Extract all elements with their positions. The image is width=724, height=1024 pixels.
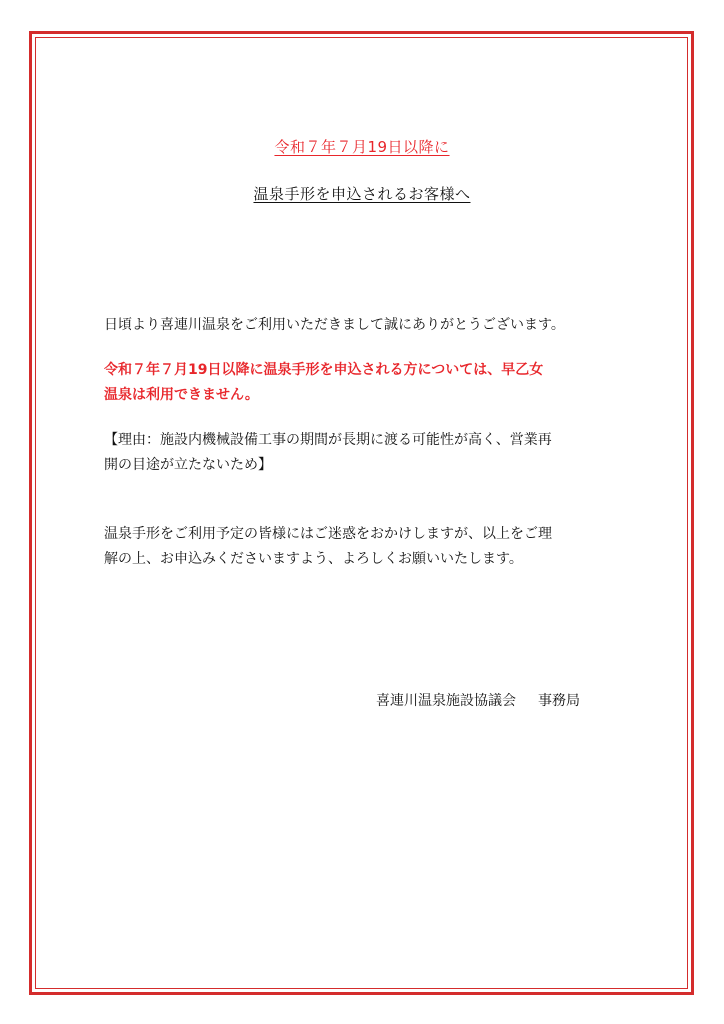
- document-border-inner: [35, 37, 688, 989]
- closing-line: 解の上、お申込みくださいますよう、よろしくお願いいたします。: [104, 551, 523, 567]
- closing-paragraph: [104, 522, 634, 572]
- notice-line: 令和７年７月19日以降に温泉手形を申込される方については、早乙女: [104, 362, 544, 378]
- reason-line: 開の目途が立たないため】: [104, 457, 272, 473]
- notice-title-audience-text: 温泉手形を申込されるお客様へ: [253, 185, 471, 203]
- greeting-text: 日頃より喜連川温泉をご利用いただきまして誠にありがとうございます。: [104, 317, 565, 333]
- notice-line: 温泉は利用できません。: [104, 387, 259, 403]
- notice-paragraph: [104, 358, 634, 408]
- reason-line: 【理由：施設内機械設備工事の期間が長期に渡る可能性が高く、営業再: [104, 432, 552, 448]
- signature-block: [376, 690, 580, 710]
- notice-title-date-text: 令和７年７月19日以降に: [274, 138, 450, 156]
- greeting-paragraph: [104, 313, 634, 338]
- signature-organization: 喜連川温泉施設協議会: [376, 693, 516, 709]
- notice-title-audience: [0, 183, 724, 204]
- notice-title-date: [0, 136, 724, 157]
- closing-line: 温泉手形をご利用予定の皆様にはご迷惑をおかけしますが、以上をご理: [104, 526, 552, 542]
- reason-paragraph: [104, 428, 634, 478]
- signature-office: 事務局: [538, 693, 580, 709]
